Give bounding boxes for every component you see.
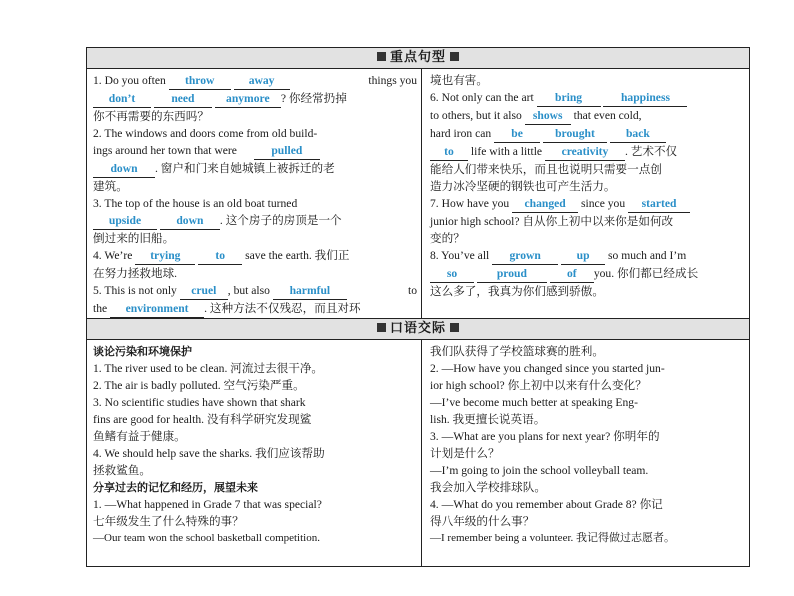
column-divider <box>421 68 422 318</box>
answer-blank: to <box>198 247 242 265</box>
answer-blank: creativity <box>545 143 625 161</box>
topic-heading: 分享过去的记忆和经历，展望未来 <box>93 481 258 494</box>
answer-blank: harmful <box>273 282 347 300</box>
answer-blank: be <box>494 125 540 143</box>
answer-blank: back <box>610 125 666 143</box>
answer-blank: anymore <box>215 90 281 108</box>
answer-blank: started <box>628 195 690 213</box>
sentence-7: 7. How have you changed since you started junior high school? 自从你上初中以来你是如何改 变的？ <box>430 195 746 247</box>
answer-blank: bring <box>537 89 601 107</box>
section-header-oral-communication <box>87 318 749 340</box>
square-bullet-icon <box>450 323 459 332</box>
answer-blank: of <box>550 265 594 283</box>
answer-blank: trying <box>135 247 195 265</box>
column-divider <box>421 339 422 566</box>
answer-blank: shows <box>525 107 571 125</box>
oral-left: 谈论污染和环境保护 1. The river used to be clean. 河流过去很干净。 2. The air is badly polluted. 空气污染严重。 3. No scientific studies have shown that shark fins are good for health. 没有科学研究发现鲨 鱼鳍有益于健康。 4. We should help save the sharks. 我们应该帮助 拯救鲨鱼。 分享过去的记忆和经历，展望未来 1. —What happened in Grade 7 that was special? 七年级发生了什么特殊的事？ —Our team won the school basketball competition. <box>93 343 417 547</box>
worksheet-table <box>86 47 750 567</box>
sentence-2: 2. The windows and doors come from old build- ings around her town that were pulled down . 窗户和门来自她城镇上被拆迁的老 建筑。 <box>93 127 335 193</box>
sentence-8: 8. You’ve all grown up so much and I’m so proud of you. 你们都已经成长 这么多了，我真为你们感到骄傲。 <box>430 249 699 298</box>
oral-right: 我们队获得了学校篮球赛的胜利。 2. —How have you changed since you started jun- ior high school? 你上初中以来有什么变化？ —I’ve become much better at speaking Eng- lish. 我更擅长说英语。 3. —What are you plans for next year? 你明年的 计划是什么？ —I’m going to join the school volleyball team. 我会加入学校排球队。 4. —What do you remember about Grade 8? 你记 得八年级的什么事？ —I remember being a volunteer. 我记得做过志愿者。 <box>430 345 676 544</box>
answer-blank: upside <box>93 212 157 230</box>
answer-blank: pulled <box>254 142 320 160</box>
answer-blank: happiness <box>603 89 687 107</box>
key-sentences-right: 境也有害。 6. Not only can the art bring happiness to others, but it also shows that even cold, hard iron can be brought back to life with a little creativity . 艺术不仅 能给人们带来快乐，而且也说明只需要一点创 造力冰冷坚硬的钢铁也可产生活力。 7. How have you changed since you started junior high school? 自从你上初中以来你是如何改 变的？ 8. You’ve all grown up so much and I’m so proud of you. 你们都已经成长 这么多了，我真为你们感到骄傲。 <box>430 72 746 300</box>
answer-blank: away <box>234 72 290 90</box>
sentence-3: 3. The top of the house is an old boat turned upside down . 这个房子的房顶是一个 倒过来的旧船。 <box>93 197 342 245</box>
topic-heading: 谈论污染和环境保护 <box>93 345 192 358</box>
answer-blank: proud <box>477 265 547 283</box>
answer-blank: down <box>160 212 220 230</box>
section-header-key-sentences <box>87 48 749 69</box>
sentence-1: 1. Do you often throw away things you don’t need anymore ? 你经常扔掉 你不再需要的东西吗？ <box>93 74 417 123</box>
square-bullet-icon <box>450 52 459 61</box>
answer-blank: to <box>430 143 468 161</box>
answer-blank: so <box>430 265 474 283</box>
answer-blank: environment <box>110 300 204 318</box>
answer-blank: up <box>561 247 605 265</box>
answer-blank: changed <box>512 195 578 213</box>
answer-blank: throw <box>169 72 231 90</box>
answer-blank: don’t <box>93 90 151 108</box>
square-bullet-icon <box>377 323 386 332</box>
answer-blank: grown <box>492 247 558 265</box>
square-bullet-icon <box>377 52 386 61</box>
sentence-4: 4. We’re trying to save the earth. 我们正 在努力拯救地球. <box>93 249 350 280</box>
key-sentences-left <box>93 72 417 318</box>
answer-blank: need <box>154 90 212 108</box>
answer-blank: brought <box>543 125 607 143</box>
section-title: 重点句型 <box>389 50 446 65</box>
answer-blank: cruel <box>180 282 228 300</box>
sentence-5: 5. This is not only cruel , but also harmful to the environment . 这种方法不仅残忍，而且对环 <box>93 282 417 318</box>
sentence-6: 6. Not only can the art bring happiness to others, but it also shows that even cold, hard iron can be brought back to life with a little creativity . 艺术不仅 能给人们带来快乐，而且也说明只需要一点创 造力冰冷坚硬的钢铁也可产生活力。 <box>430 89 746 195</box>
section-title: 口语交际 <box>389 321 446 336</box>
answer-blank: down <box>93 160 155 178</box>
